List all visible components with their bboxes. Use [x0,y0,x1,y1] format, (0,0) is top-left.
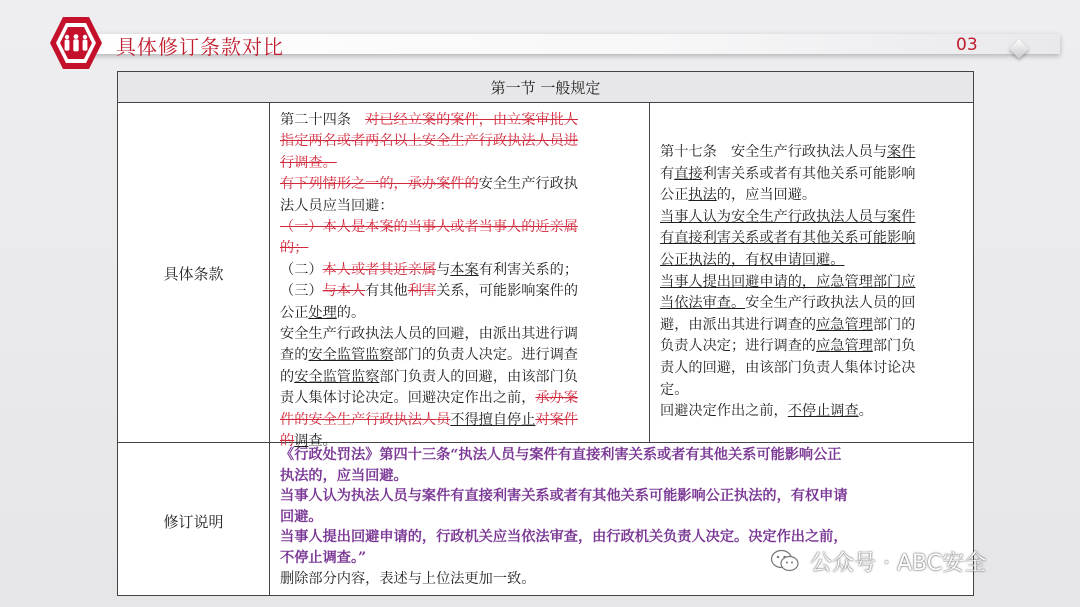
new-text: 利害关系或者有其他关系可能影响 [702,165,916,182]
new-text: 有 [660,165,675,182]
deleted-text: 对已经立案的案件，由立案审批人 [365,112,578,128]
old-text: 法人员应当回避： [280,197,394,214]
new-text: 公正 [660,187,689,204]
row-label-revision-note: 修订说明 [163,513,224,531]
old-text: 有利害关系的； [478,261,579,278]
added-text: 当事人提出回避申请的，应急管理部门应 [660,273,916,290]
note-line: 《行政处罚法》第四十三条“执法人员与案件有直接利害关系或者有其他关系可能影响公正 [280,447,842,463]
old-text: 的 [280,368,295,385]
note-line: 当事人提出回避申请的，行政机关应当依法审查，由行政机关负责人决定。决定作出之前， [280,529,848,546]
added-text: 处理 [308,304,337,321]
new-text: 的，应当回避。 [716,187,817,204]
deleted-text: （一）本人是本案的当事人或者当事人的近亲属 [280,219,578,236]
deleted-text: 件的安全生产行政执法人员 [280,411,451,428]
deleted-text: 行调查。 [280,154,337,171]
note-line: 不停止调查。” [280,549,367,566]
added-text: 执法 [688,187,717,204]
comparison-table [117,71,974,596]
added-text: 停止 [507,411,536,428]
new-text: 安全生产行政执法人员的回 [745,295,916,312]
new-text: 第十七条 安全生产行政执法人员与 [660,144,888,160]
deleted-text: 指定两名或者两名以上安全生产行政执法人员进 [280,133,578,150]
old-text: 查的 [280,347,309,364]
people-group-icon [61,34,91,52]
added-text: 直接 [674,165,703,182]
page-number: 03 [956,35,978,55]
new-text: 定。 [660,381,689,398]
old-text: （二） [280,261,323,278]
table-header-row [118,72,973,103]
old-text: 有其他 [365,283,408,300]
note-line: 回避。 [280,508,323,525]
added-text: 有直接利害关系或者有其他关系可能影响 [660,230,916,247]
added-text: 案件 [887,144,916,160]
new-text: 。 [858,403,873,420]
deleted-text: 对案件 [535,411,578,428]
added-text: 调 [294,433,309,450]
added-text: 应急管理 [816,338,873,355]
note-line: 删除部分内容，表述与上位法更加一致。 [280,570,536,587]
old-text: 部门负责人的回避，由该部门负 [379,368,578,385]
deleted-text: 有下列情形之一的，承办案件的 [280,176,479,193]
deleted-text: 本人或者其近亲属 [322,261,437,278]
wechat-icon [770,548,800,574]
deleted-text: 承办案 [535,390,578,407]
old-text: 第二十四条 [280,112,366,128]
new-text: 负责人决定；进行调查的 [660,338,817,355]
deleted-text: 的； [280,240,309,257]
column-divider [269,102,270,595]
added-text: 当事人认为安全生产行政执法人员与案件 [660,208,916,225]
section-title: 第一节 一般规定 [490,79,601,97]
added-text: 当依法审查。 [660,295,746,312]
added-text: 公正执法的，有权申请回避。 [660,251,845,268]
added-text: 安全监管监察 [308,347,394,364]
new-text: 责人的回避，由该部门负责人集体讨论决 [660,359,916,376]
deleted-text: 利害 [407,283,437,300]
old-text: 安全生产行政执 [478,176,578,193]
note-line: 执法的，应当回避。 [280,467,408,484]
old-text: 部门的负责人决定。进行调查 [393,347,578,364]
new-text: 部门负 [872,338,916,355]
added-text: 本案 [450,261,479,278]
deleted-text: 与本人 [322,283,366,300]
new-article-cell [660,142,968,423]
old-text: 查。 [308,433,337,450]
old-text: 公正 [280,304,309,321]
old-text: 安全生产行政执法人员的回避，由派出其进行调 [280,326,578,343]
added-text: 不停止调查 [787,403,859,420]
deleted-text: 的 [280,433,295,450]
added-text: 应急管理 [816,316,873,333]
note-line: 当事人认为执法人员与案件有直接利害关系或者有其他关系可能影响公正执法的，有权申请 [280,488,848,505]
old-text: 关系，可能影响案件的 [436,283,579,300]
column-divider [649,102,650,442]
old-article-cell [280,110,642,453]
page-title: 具体修订条款对比 [116,35,284,59]
old-text: （三） [280,283,323,300]
new-text: 部门的 [872,316,916,333]
old-text: 责人集体讨论决定。回避决定作出之前， [280,390,536,407]
watermark [770,544,1060,584]
added-text: 不得擅自 [450,411,508,428]
new-text: 回避决定作出之前， [660,403,788,420]
row-label-clauses: 具体条款 [163,265,224,283]
watermark-text: 公众号 · ABC安全 [810,551,987,576]
old-text: 与 [436,261,451,278]
added-text: 安全监管监察 [294,368,380,385]
new-text: 避，由派出其进行调查的 [660,316,817,333]
old-text: 的。 [336,304,366,321]
